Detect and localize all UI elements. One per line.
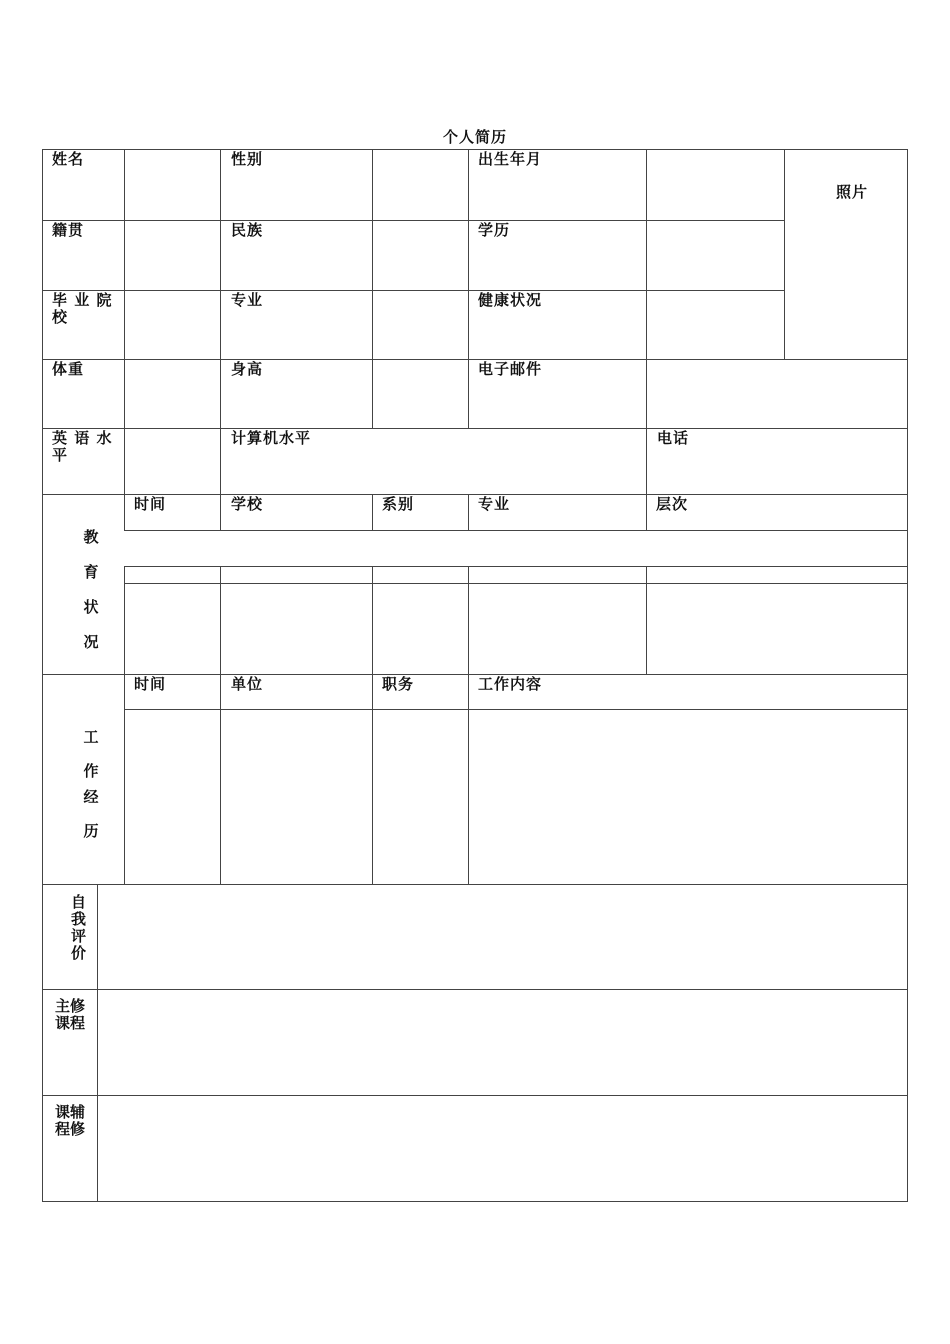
label-ethnicity: 民族	[231, 221, 264, 239]
grid-line	[468, 566, 469, 884]
edu-header-department: 系别	[382, 495, 415, 513]
grid-line	[42, 149, 43, 1202]
grid-line	[42, 884, 908, 885]
grid-line	[42, 428, 908, 429]
label-gender: 性别	[231, 150, 264, 168]
label-height: 身高	[231, 360, 264, 378]
grid-line	[42, 359, 908, 360]
grid-line	[124, 583, 908, 584]
work-label-char: 作	[83, 762, 99, 780]
work-header-time: 时间	[134, 675, 167, 693]
label-english: 英 语 水平	[52, 429, 113, 464]
grid-line	[646, 359, 647, 494]
label-weight: 体重	[52, 360, 85, 378]
grid-line	[124, 566, 125, 884]
education-label-char: 状	[83, 598, 99, 616]
label-major: 专业	[231, 291, 264, 309]
grid-line	[42, 1201, 908, 1202]
label-self-evaluation: 自我评价	[71, 893, 87, 962]
edu-header-level: 层次	[656, 495, 689, 513]
label-computer: 计算机水平	[231, 429, 312, 447]
grid-line	[372, 566, 373, 884]
grid-line	[124, 149, 125, 530]
edu-header-school: 学校	[231, 495, 264, 513]
work-section-label	[79, 726, 103, 854]
label-native-place: 籍贯	[52, 221, 85, 239]
grid-line	[220, 149, 221, 530]
work-header-company: 单位	[231, 675, 264, 693]
page-title: 个人简历	[442, 128, 507, 146]
label-email: 电子邮件	[478, 360, 543, 378]
grid-line	[907, 149, 908, 1202]
work-label-char: 历	[83, 822, 99, 840]
work-header-position: 职务	[382, 675, 415, 693]
grid-line	[42, 674, 908, 675]
label-main-courses: 主修课程	[55, 997, 86, 1032]
grid-line	[468, 149, 469, 428]
edu-header-major: 专业	[478, 495, 511, 513]
grid-line	[220, 566, 221, 884]
grid-line	[42, 1095, 908, 1096]
edu-header-time: 时间	[134, 495, 167, 513]
label-school: 毕 业 院校	[52, 291, 113, 326]
grid-line	[372, 149, 373, 359]
grid-line	[42, 290, 784, 291]
work-label-char: 经	[83, 788, 99, 806]
grid-line	[646, 149, 647, 359]
grid-line	[124, 530, 908, 531]
label-photo: 照片	[836, 183, 869, 201]
grid-line	[42, 220, 784, 221]
grid-line	[646, 566, 647, 674]
grid-line	[372, 359, 373, 428]
education-label-char: 况	[83, 633, 99, 651]
education-label-char: 教	[83, 528, 99, 546]
work-header-content: 工作内容	[478, 675, 543, 693]
label-name: 姓名	[52, 150, 85, 168]
grid-line	[372, 494, 373, 530]
grid-line	[42, 149, 908, 150]
label-birth: 出生年月	[478, 150, 543, 168]
grid-line	[42, 989, 908, 990]
grid-line	[784, 149, 785, 359]
label-health: 健康状况	[478, 291, 543, 309]
label-education: 学历	[478, 221, 511, 239]
grid-line	[646, 494, 647, 530]
education-label-char: 育	[83, 563, 99, 581]
label-phone: 电话	[657, 429, 690, 447]
work-label-char: 工	[83, 728, 99, 746]
education-section-label	[79, 526, 103, 666]
label-minor-courses: 课辅程修	[55, 1103, 86, 1138]
grid-line	[468, 494, 469, 530]
grid-line	[97, 884, 98, 1202]
grid-line	[124, 709, 908, 710]
grid-line	[124, 566, 908, 567]
grid-line	[42, 494, 908, 495]
